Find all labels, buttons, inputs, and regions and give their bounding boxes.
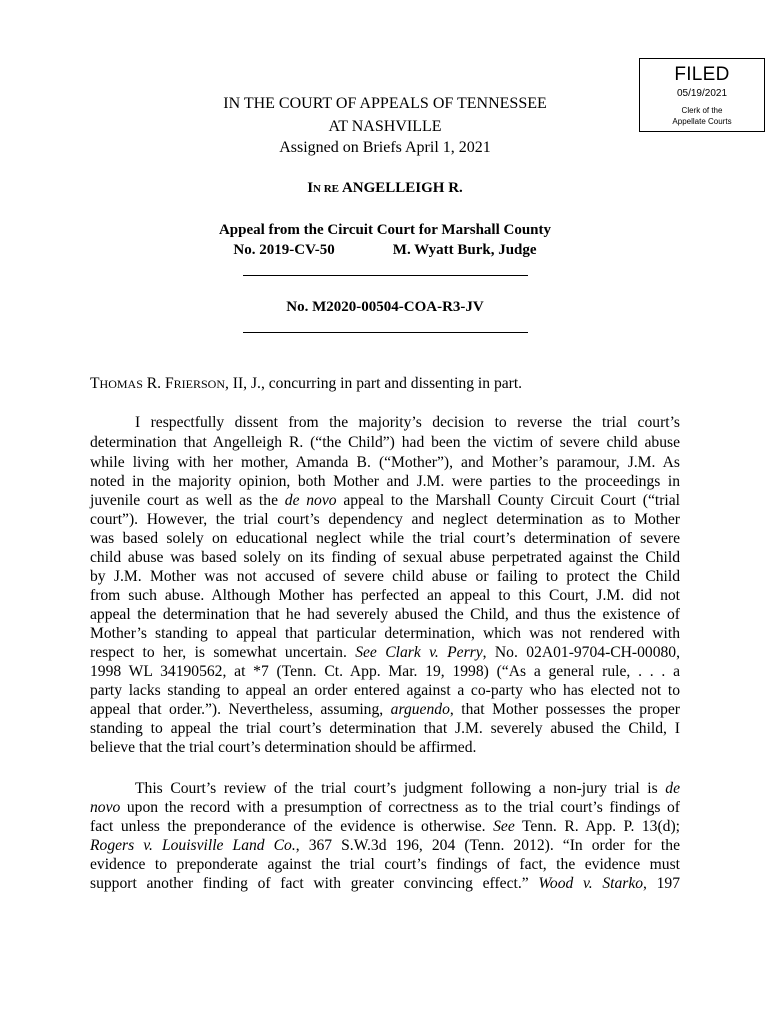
text-line: standing to appeal the trial court’s determination that J.M. severely abused the Child, I: [90, 720, 680, 737]
text-line: fact unless the preponderance of the evidence is otherwise. See Tenn. R. App. P. 13(d);: [90, 818, 680, 835]
text-line: I respectfully dissent from the majority’s decision to reverse the trial court’s: [135, 414, 680, 431]
text-line: believe that the trial court’s determination should be affirmed.: [90, 739, 477, 756]
text-line: child abuse was based solely on its finding of sexual abuse perpetrated against the Child: [90, 549, 680, 566]
text-line: appeal that order.”). Nevertheless, assuming, arguendo, that Mother possesses the proper: [90, 701, 680, 718]
text-line: court”). However, the trial court’s dependency and neglect determination as to Mother: [90, 511, 680, 528]
appeal-from: Appeal from the Circuit Court for Marshall County: [218, 222, 552, 238]
filed-date: 05/19/2021: [676, 88, 728, 99]
text-line: appeal the determination that he had severely abused the Child, and thus the existence of: [90, 606, 680, 623]
case-caption: IN RE ANGELLEIGH R.: [307, 180, 463, 196]
text-line: juvenile court as well as the de novo appeal to the Marshall County Circuit Court (“trial: [90, 492, 681, 509]
text-line: from such abuse. Although Mother has perfected an appeal to this Court, J.M. did not: [90, 587, 680, 604]
court-location: AT NASHVILLE: [328, 118, 442, 135]
assigned-date: Assigned on Briefs April 1, 2021: [279, 139, 491, 156]
clerk-label: Clerk of the: [681, 106, 723, 115]
case-number-judge: [0, 240, 770, 260]
text-line: respect to her, is somewhat uncertain. See Clark v. Perry, No. 02A01-9704-CH-00080,: [90, 644, 681, 661]
text-line: was based solely on educational neglect while the trial court’s determination of severe: [90, 530, 680, 547]
text-line: while living with her mother, Amanda B. (“Mother”), and Mother’s paramour, J.M. As: [90, 454, 680, 471]
case-number: No. 2019-CV-50: [233, 242, 335, 258]
text-line: noted in the majority opinion, both Mother and J.M. were parties to the proceedings in: [90, 473, 680, 490]
text-line: determination that Angelleigh R. (“the Child”) had been the victim of severe child abuse: [90, 434, 680, 451]
text-line: Mother’s standing to appeal that particular determination, which was not rendered with: [90, 625, 680, 642]
text-line: novo upon the record with a presumption of correctness as to the trial court’s findings of: [90, 799, 680, 816]
judge-name: M. Wyatt Burk, Judge: [392, 242, 537, 258]
text-line: This Court’s review of the trial court’s judgment following a non-jury trial is de: [135, 780, 681, 797]
text-line: party lacks standing to appeal an order entered against a co-party who has elected not to: [90, 682, 680, 699]
docket-number: No. M2020-00504-COA-R3-JV: [286, 299, 484, 315]
text-line: Rogers v. Louisville Land Co., 367 S.W.3d 196, 204 (Tenn. 2012). “In order for the: [90, 837, 680, 854]
appellate-courts-label: Appellate Courts: [672, 117, 732, 126]
court-name: IN THE COURT OF APPEALS OF TENNESSEE: [223, 95, 547, 112]
filed-label: FILED: [674, 64, 730, 85]
divider-rule: [243, 332, 528, 333]
text-line: by J.M. Mother was not accused of severe child abuse or failing to protect the Child: [90, 568, 680, 585]
text-line: 1998 WL 34190562, at *7 (Tenn. Ct. App. Mar. 19, 1998) (“As a general rule, . . . a: [90, 663, 680, 680]
divider-rule: [243, 275, 528, 276]
text-line: evidence to preponderate against the trial court’s findings of fact, the evidence must: [90, 856, 680, 873]
text-line: support another finding of fact with greater convincing effect.” Wood v. Starko, 197: [90, 875, 681, 892]
author-line: THOMAS R. FRIERSON, II, J., concurring in part and dissenting in part.: [90, 375, 523, 392]
